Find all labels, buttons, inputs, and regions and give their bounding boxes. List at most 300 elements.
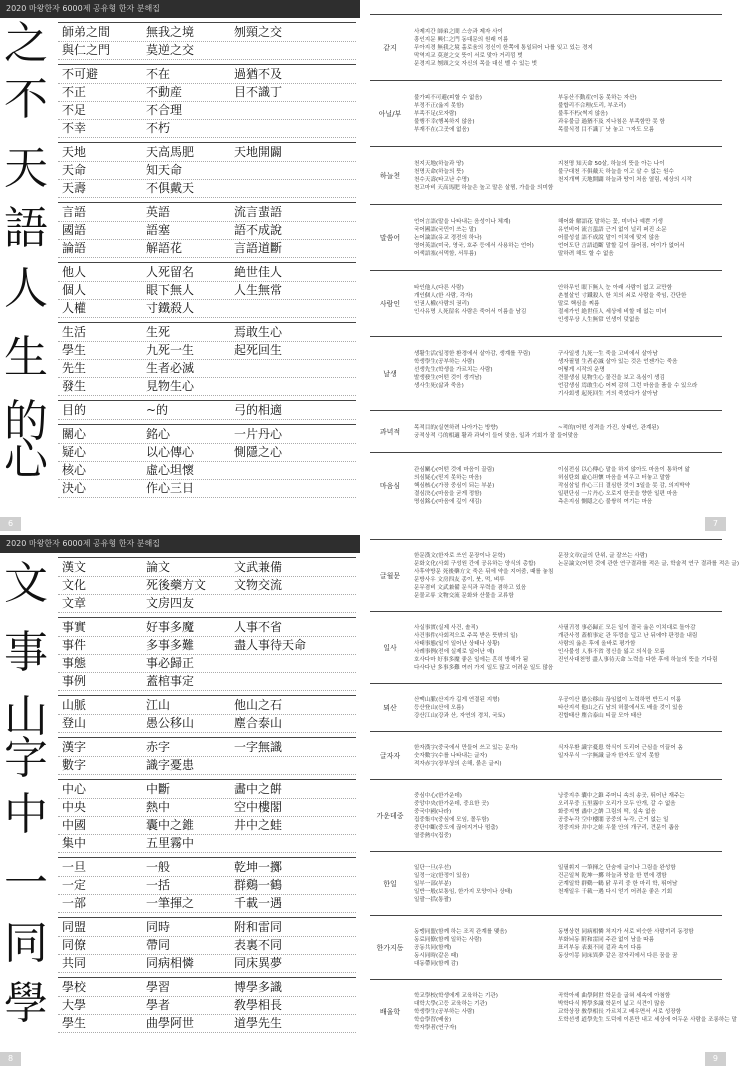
vocab-word: 發生 [62,379,87,393]
vocab-block [58,857,356,912]
vocab-row [58,443,356,462]
definition-line: 허심탄회 虛心坦懷 마음을 비우고 터놓고 말함 [558,475,671,481]
vocab-word: 多事多難 [146,638,195,652]
definition-line: 진합태산 塵合泰山 티끌 모아 태산 [558,713,642,719]
vocab-word: 群鷄一鶴 [234,878,283,892]
vocab-block [58,202,356,257]
section-label: 한일 [383,880,397,888]
page-number: 8 [0,1052,21,1066]
vocab-row [58,179,356,198]
vocab-row [58,425,356,444]
definition-line: 표리부동 表裏不同 겉과 속이 다름 [558,945,642,951]
definition-line: 유언비어 流言蜚語 근거 없이 널리 퍼진 소문 [558,227,667,233]
definition-line: 강산江山(강과 산, 자연의 경치, 국토) [414,713,506,719]
vocab-row [58,341,356,360]
vocab-word: 一筆揮之 [146,896,195,910]
definition-line: 불구대천 不俱戴天 하늘을 이고 살 수 없는 원수 [558,169,674,175]
vocab-word: 焉敢生心 [234,325,283,339]
vocab-word: 共同 [62,956,87,970]
vocab-row [58,377,356,396]
definition-line: 학생學生(공부하는 사람) [414,359,475,365]
vocab-word: 目的 [62,403,87,417]
vocab-word: 語塞 [146,223,171,237]
vocab-word: 中斷 [146,782,171,796]
vocab-word: 文武兼備 [234,560,283,574]
vocab-word: 絶世佳人 [234,265,283,279]
vocab-word: 疑心 [62,445,87,459]
definition-line: 산맥山脈(산지가 길게 연결된 지형) [414,697,500,703]
vocab-word: 乾坤一擲 [234,860,283,874]
vocab-row [58,203,356,222]
definition-line: 일정一定(한정이 있음) [414,873,470,879]
vocab-word: 同病相憐 [146,956,195,970]
definition-line: 다사다난 多事多難 여러 가지 일도 많고 어려운 일도 많음 [414,665,554,671]
definition-line: 일자무식 一字無識 글자 한자도 알지 못함 [558,753,660,759]
definition-section [370,410,722,453]
definition-line: 등산登山(산에 오름) [414,705,464,711]
vocab-word: 作心三日 [146,481,195,495]
page-9 [366,535,739,1066]
vocab-row [58,41,356,60]
vocab-block [58,64,356,137]
section-label: 글월문 [379,572,401,580]
definition-line: 중단中斷(중도에 끊어지거나 멈춤) [414,825,498,831]
definition-section [370,539,739,612]
vocab-word: 學生 [62,1016,87,1030]
section-label: 같지 [383,44,397,52]
vocab-word: 赤字 [146,740,171,754]
definition-line: 천수天壽(타고난 수명) [414,177,470,183]
definition-line: 개인個人(한 사람, 각자) [414,293,473,299]
definition-line: 목불식정 目不識丁 낫 놓고 ㄱ자도 모름 [558,127,655,133]
definition-line: 인권人權(사람의 권리) [414,301,470,307]
vocab-word: 同盟 [62,920,87,934]
vocab-row [58,978,356,997]
big-character: 中 [4,789,48,840]
vocab-row [58,299,356,318]
definition-line: 언감생심 焉敢生心 어찌 감히 그런 마음을 품을 수 있으라 [558,383,698,389]
vocab-word: 蓋棺事定 [146,674,195,688]
vocab-word: 虛心坦懷 [146,463,195,477]
vocab-word: 中央 [62,800,87,814]
definition-line: 흥인지문 興仁之門 동대문의 원래 이름 [414,37,509,43]
vocab-row [58,918,356,937]
vocab-word: 關心 [62,427,87,441]
vocab-word: 文化 [62,578,87,592]
definition-line: 숫자數字(수를 나타내는 글자) [414,753,488,759]
definition-line: 말하려 해도 할 수 없음 [558,251,614,257]
vocab-word: 決心 [62,481,87,495]
definition-line: 인사유명 人死留名 사람은 죽어서 이름을 남김 [414,309,527,315]
vocab-word: 空中樓閣 [234,800,283,814]
vocab-word: 言語道斷 [234,241,283,255]
vocab-row [58,654,356,673]
definition-line: 천고마비 天高馬肥 하늘은 높고 말은 살찜, 가을을 의미함 [414,185,554,191]
definition-line: 개관사정 蓋棺事定 관 뚜껑을 덮고 난 뒤에야 판정을 내림 [558,633,698,639]
definition-line: 선생先生(학생을 가르치는 사람) [414,367,493,373]
section-label: 아닐/부 [378,110,402,118]
definition-line: 타산지석 他山之石 남의 허물에서도 배울 것이 있음 [558,705,683,711]
big-character: 的 [4,396,48,447]
vocab-word: 文物交流 [234,578,283,592]
definition-line: 일필휘지 一筆揮之 단숨에 글이나 그림을 완성함 [558,865,676,871]
vocab-row [58,558,356,577]
vocab-word: 畵中之餠 [234,782,283,796]
vocab-row [58,594,356,613]
definition-section [370,336,722,411]
definition-line: 중앙中央(한가운데, 중요한 곳) [414,801,489,807]
definition-line: 의심疑心(믿지 못하는 마음) [414,475,482,481]
vocab-word: 一片丹心 [234,427,283,441]
page-header: 2020 마왕한자 6000제 공유형 한자 분해집 [0,0,360,18]
page-6 [0,0,360,531]
vocab-row [58,1014,356,1033]
definition-line: 중국中國(나라) [414,809,452,815]
definition-line: 부동산不動産(이동 못하는 자산) [558,95,637,101]
vocab-row [58,894,356,913]
definition-line: 영어英語(미국, 영국, 호주 등에서 사용하는 언어) [414,243,534,249]
vocab-row [58,780,356,799]
vocab-word: 人生無常 [234,283,283,297]
vocab-word: 人死留名 [146,265,195,279]
vocab-row [58,858,356,877]
definition-line: 동시同時(같은 때) [414,953,459,959]
vocab-word: 以心傳心 [146,445,195,459]
vocab-row [58,696,356,715]
vocab-row [58,738,356,757]
vocab-row [58,816,356,835]
vocab-block [58,262,356,317]
vocab-row [58,618,356,637]
definition-line: 명심銘心(마음에 깊이 새김) [414,499,482,505]
vocab-word: 天地 [62,145,87,159]
vocab-word: 流言蜚語 [234,205,283,219]
section-label: 날생 [383,370,397,378]
definition-line: ~적的(어떤 성격을 가진, 상태인, 관계된) [558,425,659,431]
definition-section [370,683,722,732]
vocab-word: 知天命 [146,163,183,177]
vocab-word: 事例 [62,674,87,688]
definition-line: 안하무인 眼下無人 눈 아래 사람이 없고 교만함 [558,285,673,291]
vocab-word: 國語 [62,223,87,237]
vocab-word: 不在 [146,67,171,81]
definition-line: 사건事件(사회적으로 주목 받은 뜻밖의 일) [414,633,518,639]
definition-line: 공동共同(함께) [414,945,452,951]
section-label: 한가지동 [376,944,404,952]
definition-line: 오리무중 五里霧中 오리가 모두 안개, 갈 수 없음 [558,801,676,807]
definition-line: 발생發生(어떤 것이 생겨남) [414,375,482,381]
vocab-word: 學習 [146,980,171,994]
page-8 [0,535,360,1066]
vocab-row [58,119,356,138]
big-character: 人 [4,263,48,314]
vocab-word: 表裏不同 [234,938,283,952]
definition-section [370,851,722,916]
definition-line: 동병상련 同病相憐 처지가 서로 비슷한 사람끼리 동정함 [558,929,694,935]
big-character: 事 [4,627,48,678]
vocab-word: 千載一遇 [234,896,283,910]
definition-line: 문경지교 刎頸之交 자신의 목을 대신 벨 수 있는 벗 [414,61,538,67]
vocab-word: 學生 [62,343,87,357]
definition-line: 사실事實(실제 사건, 솔직) [414,625,479,631]
vocab-word: 人權 [62,301,87,315]
definition-line: 무아지경 無我之境 홀로움의 정신이 한쪽에 통일되어 나를 잊고 있는 경지 [414,45,593,51]
vocab-word: 過猶不及 [234,67,283,81]
definition-section [370,611,722,684]
page-header: 2020 마왕한자 6000제 공유형 한자 분해집 [0,535,360,553]
vocab-word: 文章 [62,596,87,610]
definition-line: 일편단심 一片丹心 오로지 한곳을 향한 일편 마음 [558,491,678,497]
vocab-block [58,779,356,852]
vocab-row [58,479,356,498]
definition-section [370,14,722,81]
vocab-word: 死後藥方文 [146,578,207,592]
vocab-word: 愚公移山 [146,716,195,730]
definition-line: 사태事態(일이 일어난 상태나 상황) [414,641,500,647]
section-label: 하늘천 [379,172,401,180]
vocab-word: 不可避 [62,67,99,81]
definition-line: 측은지심 惻隱之心 불쌍히 여기는 마음 [558,499,653,505]
definition-line: 동료同僚(함께 일하는 사람) [414,937,482,943]
vocab-word: 不足 [62,103,87,117]
vocab-word: 論文 [146,560,171,574]
vocab-block [58,695,356,732]
vocab-word: 個人 [62,283,87,297]
big-character: 天 [4,143,48,194]
vocab-row [58,23,356,42]
vocab-word: 博學多識 [234,980,283,994]
definition-line: 궁적상적 弓的相適 활과 과녁이 들어 맞음, 일과 기회가 잘 들어맞음 [414,433,579,439]
big-character: 山 [4,691,48,742]
vocab-row [58,996,356,1015]
vocab-word: 識字憂患 [146,758,195,772]
definition-section [370,452,722,519]
vocab-block [58,737,356,774]
vocab-word: 帶同 [146,938,171,952]
definition-line: 불행不幸(행복하지 않음) [414,119,475,125]
vocab-word: 事實 [62,620,87,634]
vocab-word: 附和雷同 [234,920,283,934]
definition-line: 동맹同盟(함께 하는 조직 관계를 맺음) [414,929,507,935]
section-label: 마음심 [379,482,401,490]
vocab-word: 見物生心 [146,379,195,393]
vocab-word: 數字 [62,758,87,772]
definition-section [370,80,722,147]
vocab-word: 起死回生 [234,343,283,357]
vocab-word: 漢字 [62,740,87,754]
page-number: 6 [0,517,21,531]
definition-section [370,979,737,1044]
big-character: 字 [4,733,48,784]
definition-line: 한자漢字(중국에서 만들어 쓰고 있는 문자) [414,745,518,751]
vocab-word: 江山 [146,698,171,712]
definition-line: 우공이산 愚公移山 끊임없이 노력하면 반드시 이룸 [558,697,682,703]
definition-line: 해어화 解語花 말하는 꽃, 미녀나 예쁜 기생 [558,219,663,225]
definition-line: 논문論文(어떤 것에 관한 연구결과를 적은 글, 학술적 연구 결과를 적은 글) [558,561,739,567]
definition-line: 곡학아세 曲學阿世 학문을 굽혀 세속에 아첨함 [558,993,671,999]
vocab-row [58,461,356,480]
definition-line: 열중熱中(집중) [414,833,452,839]
section-label: 일사 [383,644,397,652]
definition-line: 교학상장 敎學相長 가르치고 배우면서 서로 성장함 [558,1009,682,1015]
vocab-row [58,281,356,300]
vocab-word: 論語 [62,241,87,255]
vocab-row [58,65,356,84]
vocab-block [58,142,356,197]
vocab-word: 一定 [62,878,87,892]
big-character: 生 [4,332,48,383]
definition-line: 한문漢文(한자로 쓰인 문장이나 문학) [414,553,506,559]
definition-line: 적자赤字(장부상의 손해, 붉은 글씨) [414,761,502,767]
definition-line: 타인他人(다른 사람) [414,285,464,291]
definition-line: 불합리不合理(도리, 부조리) [558,103,626,109]
definition-line: 천명天命(하늘의 뜻) [414,169,464,175]
definition-line: 사제지간 師弟之間 스승과 제자 사이 [414,29,503,35]
definition-line: 결심決心(마음을 굳게 정함) [414,491,482,497]
definition-line: 핵심核心(가장 중심이 되는 부분) [414,483,495,489]
vocab-row [58,83,356,102]
vocab-word: 集中 [62,836,87,850]
section-label: 글자자 [379,752,401,760]
vocab-row [58,756,356,775]
vocab-word: 曲學阿世 [146,1016,195,1030]
definition-line: 공중누각 空中樓閣 공중의 누각, 근거 없는 일 [558,817,669,823]
vocab-block [58,977,356,1032]
big-character: 不 [4,74,48,125]
section-label: 뫼산 [383,704,397,712]
vocab-word: 莫逆之交 [146,43,195,57]
definition-line: 생사生死(삶과 죽음) [414,383,464,389]
big-character: 同 [4,918,48,969]
definition-line: 건곤일척 乾坤一擲 하늘과 땅을 한 번에 겜함 [558,873,667,879]
vocab-word: 他山之石 [234,698,283,712]
vocab-word: 事態 [62,656,87,670]
vocab-word: 不俱戴天 [146,181,195,195]
vocab-word: 同床異夢 [234,956,283,970]
vocab-row [58,239,356,258]
vocab-word: ~的 [146,403,169,417]
big-character: 學 [4,978,48,1029]
vocab-word: 刎頸之交 [234,25,283,39]
vocab-word: 好事多魔 [146,620,195,634]
vocab-word: 弓的相適 [234,403,283,417]
definition-section [370,779,722,852]
definition-section [370,270,722,337]
definition-line: 사후약방문 死後藥方文 죽은 뒤에 약을 지어줌, 때를 놓침 [414,569,554,575]
definition-line: 학습學習(배움) [414,1017,452,1023]
definition-line: 관심關心(어떤 것에 마음이 끌림) [414,467,495,473]
vocab-block [58,22,356,59]
section-label: 가운데중 [376,812,404,820]
vocab-word: 生活 [62,325,87,339]
vocab-word: 敎學相長 [234,998,283,1012]
vocab-row [58,936,356,955]
vocab-word: 同時 [146,920,171,934]
definition-section [370,146,722,205]
definition-line: 일부一部(부분) [414,881,452,887]
definition-line: 지천명 知天命 50살, 하늘의 뜻을 아는 나이 [558,161,665,167]
vocab-word: 目不識丁 [234,85,283,99]
vocab-word: 盡人事待天命 [234,638,307,652]
vocab-word: 漢文 [62,560,87,574]
vocab-word: 學者 [146,998,171,1012]
vocab-word: 學校 [62,980,87,994]
vocab-row [58,876,356,895]
vocab-word: 囊中之錐 [146,818,195,832]
definition-line: 불가피不可避(피할 수 없음) [414,95,482,101]
vocab-word: 無我之境 [146,25,195,39]
vocab-row [58,101,356,120]
vocab-row [58,672,356,691]
definition-line: 학자學者(연구자) [414,1025,457,1031]
definition-line: 인생무상 人生無常 인생이 덧없음 [558,317,640,323]
definition-line: 사필귀정 事必歸正 모든 일이 결국 옳은 이치대로 돌아감 [558,625,696,631]
definition-line: 학교學校(학생에게 교육하는 기관) [414,993,498,999]
vocab-word: 五里霧中 [146,836,195,850]
vocab-word: 山脈 [62,698,87,712]
vocab-block [58,557,356,612]
definition-line: 부재不在(그곳에 없음) [414,127,470,133]
vocab-word: 一部 [62,896,87,910]
vocab-word: 同僚 [62,938,87,952]
vocab-word: 與仁之門 [62,43,111,57]
definition-line: 학생學生(공부하는 사람) [414,1009,475,1015]
definition-line: 절세가인 絶世佳人 세상에 비할 데 없는 미녀 [558,309,667,315]
vocab-row [58,636,356,655]
definition-line: 어불성설 語不成說 말이 이치에 맞지 않음 [558,235,660,241]
definition-line: 언어도단 言語道斷 말할 길이 끊어짐, 어이가 없어서 [558,243,685,249]
definition-line: 촌철살인 寸鐵殺人 한 치의 쇠로 사람을 죽임, 간단한 [558,293,687,299]
definition-line: 정중지와 井中之蛙 우물 안의 개구리, 견문이 좁음 [558,825,680,831]
definition-line: 도학선생 道學先生 도덕에 이론만 내고 세상에 어두운 사람을 조롱하는 말 [558,1017,737,1023]
page-number: 9 [705,1052,726,1066]
vocab-word: 登山 [62,716,87,730]
definition-line: 문무겸비 文武兼備 문식과 무력을 겸하고 있음 [414,585,527,591]
vocab-word: 中心 [62,782,87,796]
definition-line: 부정不正(옳지 못함) [414,103,464,109]
definition-line: 국어國語(국민이 쓰는 말) [414,227,477,233]
definition-line: 진인사대천명 盡人事待天命 노력을 다한 후에 하늘의 뜻을 기다림 [558,657,718,663]
vocab-word: 生死 [146,325,171,339]
big-character: 文 [4,558,48,609]
vocab-word: 熱中 [146,800,171,814]
vocab-word: 文房四友 [146,596,195,610]
vocab-word: 語不成說 [234,223,283,237]
definition-line: 화중지병 畵中之餠 그림의 떡, 실속 없음 [558,809,656,815]
definition-line: 과유불급 過猶不及 지나침은 부족함만 못 함 [558,119,665,125]
definition-line: 언어言語(말을 나타내는 음성이나 체계) [414,219,511,225]
definition-line: 막역지교 莫逆之交 뜻이 서로 맞아 거리낌 벗 [414,53,523,59]
definition-line: 대학大學(고등 교육하는 기관) [414,1001,488,1007]
definition-line: 일괄一括(통괄) [414,897,452,903]
vocab-row [58,401,356,420]
vocab-word: 惻隱之心 [234,445,283,459]
vocab-row [58,263,356,282]
definition-line: 천지天地(하늘과 땅) [414,161,464,167]
definition-line: 대동帶同(함께 감) [414,961,459,967]
vocab-word: 師弟之間 [62,25,111,39]
definition-line: 일단一旦(우선) [414,865,452,871]
definition-line: 목적目的(실현하려 나아가는 방향) [414,425,498,431]
section-label: 배울학 [379,1008,401,1016]
vocab-word: 天壽 [62,181,87,195]
vocab-word: 解語花 [146,241,183,255]
section-label: 말씀어 [379,234,401,242]
vocab-word: 井中之蛙 [234,818,283,832]
definition-line: 부화뇌동 附和雷同 주관 없이 남을 따름 [558,937,655,943]
definition-line: 이심전심 以心傳心 말을 하지 않아도 마음이 통하여 앎 [558,467,691,473]
vocab-row [58,714,356,733]
